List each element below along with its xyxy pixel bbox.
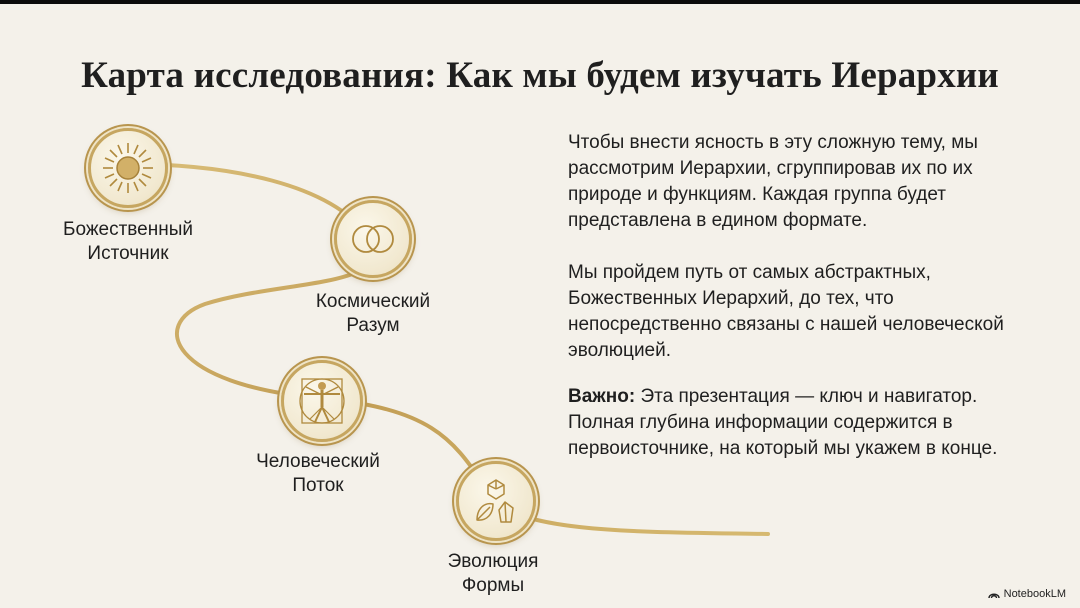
interlocking-rings-icon bbox=[337, 203, 409, 275]
label-line: Человеческий bbox=[256, 451, 380, 472]
intro-paragraph: Чтобы внести ясность в эту сложную тему, мы рассмотрим Иерархии, сгруппировав их по их природе и функциям. Каждая группа будет представлена в едином формате. bbox=[568, 132, 978, 231]
label-line: Космический bbox=[315, 291, 431, 312]
crystal-leaf-icon bbox=[459, 464, 533, 538]
node-human-flow[interactable] bbox=[281, 360, 363, 442]
label-divine-source bbox=[63, 218, 193, 266]
label-line: Источник bbox=[87, 243, 169, 264]
path-paragraph: Мы пройдем путь от самых абстрактных, Божественных Иерархий, до тех, что непосредственно связаны с нашей человеческой эволюцией. bbox=[568, 262, 1004, 361]
label-line: Разум bbox=[346, 315, 400, 336]
brand-name: NotebookLM bbox=[1003, 588, 1066, 600]
brand-watermark bbox=[988, 588, 1066, 600]
label-cosmic-mind bbox=[316, 290, 430, 338]
slide-title: Карта исследования: Как мы будем изучать Иерархии bbox=[81, 55, 999, 96]
notebooklm-logo-icon bbox=[988, 590, 1000, 599]
label-line: Поток bbox=[292, 475, 344, 496]
important-text: Эта презентация — ключ и навигатор. Полная глубина информации содержится в первоисточнике, на который мы укажем в конце. bbox=[568, 386, 998, 459]
label-form-evolution bbox=[448, 550, 539, 598]
node-cosmic-mind[interactable] bbox=[334, 200, 412, 278]
important-paragraph bbox=[568, 384, 1048, 462]
label-line: Божественный bbox=[62, 219, 194, 240]
node-divine-source[interactable] bbox=[88, 128, 168, 208]
sun-icon bbox=[91, 131, 165, 205]
slide bbox=[0, 4, 1080, 608]
label-human-flow bbox=[256, 450, 380, 498]
label-line: Формы bbox=[461, 575, 525, 596]
node-form-evolution[interactable] bbox=[456, 461, 536, 541]
vitruvian-man-icon bbox=[284, 363, 360, 439]
important-label: Важно: bbox=[568, 386, 636, 407]
label-line: Эволюция bbox=[447, 551, 539, 572]
